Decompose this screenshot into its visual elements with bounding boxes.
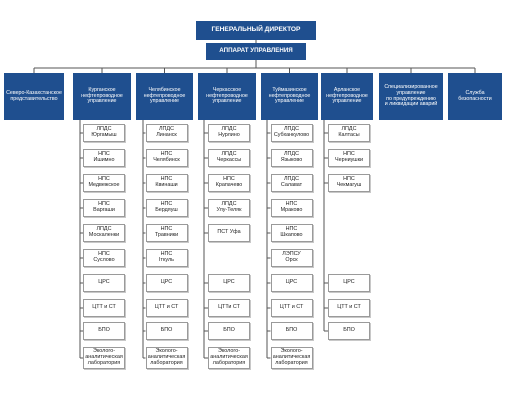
subunit-box-label: ЛЭПСУ Орск [282, 251, 301, 263]
subunit-box [208, 274, 250, 292]
subunit-box [146, 299, 188, 317]
subunit-box-label: ЦТТи СТ [218, 304, 240, 311]
subunit-box-label: НПС Черниушки [335, 151, 363, 163]
department-box-label: Служба безопасности [458, 89, 492, 102]
subunit-box-label: ЦРС [285, 279, 298, 286]
subunit-box [271, 124, 313, 142]
department-box [4, 73, 64, 120]
department-box [261, 73, 318, 120]
subunit-box-label: НПС Шкапово [280, 226, 303, 238]
subunit-box-label: БПО [285, 327, 298, 334]
subunit-box-label: БПО [160, 327, 173, 334]
subunit-box [146, 322, 188, 340]
subunit-box-label: НПС Бердяуш [155, 201, 178, 213]
subunit-box-label: ЛПДС Калтасы [338, 126, 360, 138]
subunit-box [83, 199, 125, 217]
subunit-box-label: Эколого- аналитическая лаборатория [85, 348, 123, 366]
subunit-box-label: ЦТТ и СТ [279, 304, 304, 311]
subunit-box [83, 149, 125, 167]
subunit-box-label: НПС Чекмагуш [336, 176, 362, 188]
subunit-box-label: НПС Квинаши [155, 176, 178, 188]
subunit-box [146, 249, 188, 267]
subunit-box-label: Эколого- аналитическая лаборатория [147, 348, 186, 366]
subunit-box-label: ЛПДС Нурлино [218, 126, 240, 138]
subunit-box [83, 322, 125, 340]
department-box-label: Черкасское нефтепроводное управление [206, 87, 248, 105]
subunit-box-label: ЦТТ и СТ [337, 304, 361, 311]
department-box-label: Северо-Казахстанское представительство [6, 89, 62, 102]
subunit-box [271, 322, 313, 340]
management-apparatus-label: АППАРАТ УПРАВЛЕНИЯ [219, 47, 293, 55]
subunit-box-label: ЛПДС Линанск [156, 126, 177, 138]
subunit-box [271, 199, 313, 217]
subunit-box [83, 249, 125, 267]
department-box [448, 73, 502, 120]
subunit-box [83, 274, 125, 292]
subunit-box [271, 274, 313, 292]
subunit-box-label: ЛПДС Москаленки [88, 226, 120, 238]
subunit-box-label: БПО [343, 327, 355, 334]
subunit-box [271, 299, 313, 317]
subunit-box [328, 124, 370, 142]
department-box-label: Челябинское нефтепроводное управление [143, 87, 186, 105]
subunit-box-label: ЛПДС Языково [280, 151, 303, 163]
subunit-box-label: НПС Медвежское [88, 176, 120, 188]
management-apparatus-box [206, 43, 306, 60]
subunit-box-label: НПС Варгаши [93, 201, 115, 213]
subunit-box-label: Эколого- аналитическая лаборатория [272, 348, 311, 366]
department-box-label: Специализированное управление по предупреждению и ликвидации аварий [384, 84, 438, 108]
subunit-box-label: ЦТТ и СТ [154, 304, 179, 311]
subunit-box [328, 274, 370, 292]
subunit-box [146, 149, 188, 167]
subunit-box-label: ЦРС [160, 279, 173, 286]
subunit-box [83, 174, 125, 192]
subunit-box [208, 199, 250, 217]
subunit-box [208, 124, 250, 142]
subunit-box [83, 347, 125, 369]
subunit-box [271, 347, 313, 369]
subunit-box-label: НПС Челябинск [153, 151, 180, 163]
subunit-box [208, 174, 250, 192]
subunit-box-label: ЦРС [98, 279, 110, 286]
subunit-box [208, 149, 250, 167]
subunit-box-label: ЛПДС Улу-Теляк [216, 201, 242, 213]
department-box [379, 73, 443, 120]
subunit-box [146, 347, 188, 369]
subunit-box-label: НПС Крапачево [215, 176, 243, 188]
subunit-box-label: БПО [98, 327, 110, 334]
subunit-box [271, 174, 313, 192]
department-box-label: Арланское нефтепроводное управление [326, 87, 368, 105]
department-box-label: Курганское нефтепроводное управление [81, 87, 123, 105]
subunit-box [208, 224, 250, 242]
subunit-box [328, 149, 370, 167]
subunit-box [271, 249, 313, 267]
department-box [198, 73, 256, 120]
subunit-box-label: ЛПДС Субханкулово [273, 126, 310, 138]
subunit-box-label: НПС Іткуль [159, 251, 174, 263]
subunit-box-label: ПСТ Уфа [217, 229, 241, 236]
subunit-box [328, 299, 370, 317]
subunit-box [271, 149, 313, 167]
subunit-box [83, 299, 125, 317]
subunit-box [146, 199, 188, 217]
subunit-box-label: БПО [223, 327, 235, 334]
subunit-box-label: ЦРС [223, 279, 235, 286]
subunit-box-label: Эколого- аналитическая лаборатория [210, 348, 248, 366]
subunit-box [83, 124, 125, 142]
subunit-box [271, 224, 313, 242]
subunit-box-label: НПС Травники [154, 226, 179, 238]
subunit-box [146, 124, 188, 142]
subunit-box [328, 174, 370, 192]
subunit-box [146, 174, 188, 192]
subunit-box [146, 224, 188, 242]
subunit-box-label: ЦРС [343, 279, 355, 286]
subunit-box [146, 274, 188, 292]
department-box [321, 73, 373, 120]
department-box [136, 73, 193, 120]
general-director-box [196, 21, 316, 40]
subunit-box-label: ЛПДС Черкассы [216, 151, 242, 163]
subunit-box-label: НПС Мраково [280, 201, 303, 213]
subunit-box [83, 224, 125, 242]
subunit-box-label: НПС Ишимно [93, 151, 115, 163]
subunit-box-label: ЛПДС Салават [280, 176, 303, 188]
general-director-label: ГЕНЕРАЛЬНЫЙ ДИРЕКТОР [211, 26, 301, 34]
subunit-box [328, 322, 370, 340]
subunit-box-label: ЛПДС Юргамыш [91, 126, 117, 138]
department-box [73, 73, 131, 120]
subunit-box [208, 347, 250, 369]
subunit-box [208, 322, 250, 340]
subunit-box-label: ЦТТ и СТ [92, 304, 116, 311]
department-box-label: Туймазинское нефтепроводное управление [268, 87, 311, 105]
subunit-box [208, 299, 250, 317]
subunit-box-label: НПС Суслово [93, 251, 115, 263]
